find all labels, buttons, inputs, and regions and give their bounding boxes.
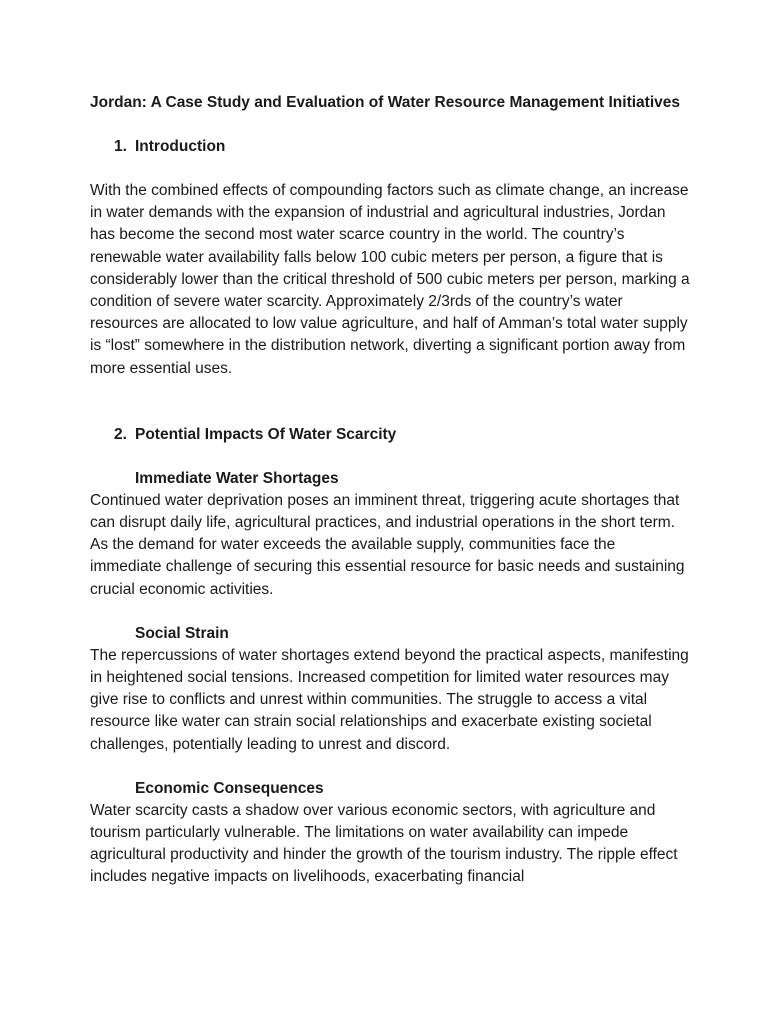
section-number: 2. <box>114 425 127 443</box>
subheading-social-strain: Social Strain <box>135 624 229 642</box>
section-number: 1. <box>114 138 127 155</box>
section-heading-text: Introduction <box>135 138 226 155</box>
immediate-water-shortages-paragraph: Continued water deprivation poses an imminent threat, triggering acute shortages that can disrupt daily life, agricultural practices, and industrial operations in the short term. As the demand for water exceeds the available supply, communities face the immediate challenge of securing this essential resource for basic needs and sustaining crucial economic activities. <box>90 491 685 598</box>
introduction-paragraph: With the combined effects of compounding factors such as climate change, an increase in water demands with the expansion of industrial and agricultural industries, Jordan has become the second most water scarce country in the world. The country’s renewable water availability falls below 100 cubic meters per person, a figure that is considerably lower than the critical threshold of 500 cubic meters per person, marking a condition of severe water scarcity. Approximately 2/3rds of the country’s water resources are allocated to low value agriculture, and half of Amman’s total water supply is “lost” somewhere in the distribution network, diverting a significant portion away from more essential uses. <box>90 182 690 377</box>
document-page <box>90 92 690 889</box>
subheading-economic-consequences: Economic Consequences <box>135 779 324 797</box>
section-heading-impacts <box>90 424 690 446</box>
economic-consequences-paragraph: Water scarcity casts a shadow over various economic sectors, with agriculture and tourism particularly vulnerable. The limitations on water availability can impede agricultural productivity and hinder the growth of the tourism industry. The ripple effect includes negative impacts on livelihoods, exacerbating financial <box>90 801 678 886</box>
social-strain-paragraph: The repercussions of water shortages extend beyond the practical aspects, manifesting in heightened social tensions. Increased competition for limited water resources may give rise to conflicts and unrest within communities. The struggle to access a vital resource like water can strain social relationships and exacerbate existing societal challenges, potentially leading to unrest and discord. <box>90 646 689 753</box>
subheading-immediate-water-shortages: Immediate Water Shortages <box>135 469 339 487</box>
section-heading-text: Potential Impacts Of Water Scarcity <box>135 425 397 443</box>
document-title: Jordan: A Case Study and Evaluation of Water Resource Management Initiatives <box>90 94 680 111</box>
section-heading-introduction <box>90 136 690 158</box>
